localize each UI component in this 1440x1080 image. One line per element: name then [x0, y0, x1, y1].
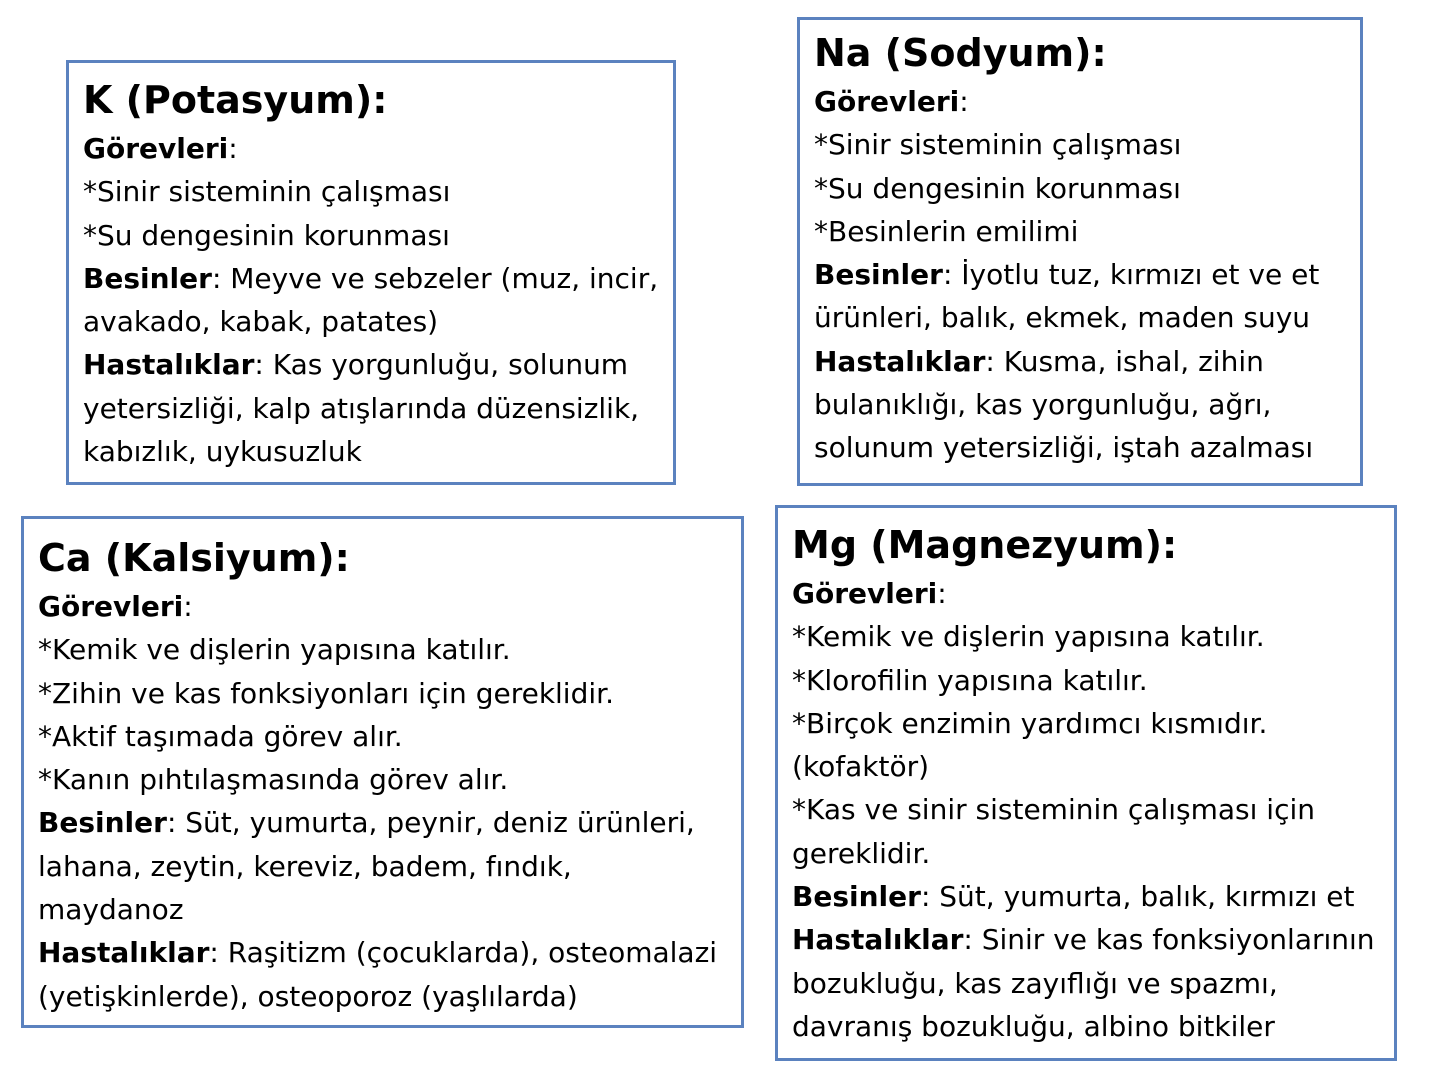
diseases-label: Hastalıklar — [814, 344, 986, 378]
calcium-diseases-cont: (yetişkinlerde), osteoporoz (yaşlılarda) — [38, 979, 578, 1013]
foods-label: Besinler — [814, 258, 943, 292]
duties-label: Görevleri — [814, 85, 960, 118]
magnesium-box — [775, 505, 1397, 1061]
potassium-diseases-cont: yetersizliği, kalp atışlarında düzensizlik, — [83, 391, 640, 425]
magnesium-foods-text: : Süt, yumurta, balık, kırmızı et — [920, 880, 1355, 914]
magnesium-diseases-cont: davranış bozukluğu, albino bitkiler — [792, 1009, 1275, 1043]
sodium-title: Na (Sodyum): — [814, 31, 1107, 75]
diseases-label: Hastalıklar — [792, 923, 964, 957]
magnesium-diseases-text: : Sinir ve kas fonksiyonlarının — [963, 923, 1375, 957]
calcium-duty: *Kemik ve dişlerin yapısına katılır. — [38, 633, 511, 667]
sodium-diseases-cont: solunum yetersizliği, iştah azalması — [814, 431, 1314, 465]
potassium-title: K (Potasyum): — [83, 78, 388, 122]
potassium-foods — [83, 257, 659, 300]
magnesium-duty: *Klorofilin yapısına katılır. — [792, 663, 1148, 697]
sodium-duties-heading: Görevleri: — [814, 85, 969, 118]
calcium-duty: *Aktif taşımada görev alır. — [38, 719, 403, 753]
magnesium-duty: *Kemik ve dişlerin yapısına katılır. — [792, 620, 1265, 654]
potassium-box — [66, 60, 676, 485]
potassium-foods-cont: avakado, kabak, patates) — [83, 305, 439, 339]
calcium-title: Ca (Kalsiyum): — [38, 536, 350, 580]
potassium-foods-text: : Meyve ve sebzeler (muz, incir, — [211, 261, 659, 295]
magnesium-diseases-cont: bozukluğu, kas zayıflığı ve spazmı, — [792, 966, 1278, 1000]
magnesium-title: Mg (Magnezyum): — [792, 523, 1178, 567]
sodium-duty: *Besinlerin emilimi — [814, 214, 1079, 248]
magnesium-duties-heading: Görevleri: — [792, 577, 947, 610]
sodium-diseases — [814, 340, 1346, 383]
diseases-label: Hastalıklar — [38, 936, 210, 970]
duties-label: Görevleri — [83, 132, 229, 165]
sodium-foods — [814, 253, 1346, 296]
foods-label: Besinler — [38, 806, 167, 840]
sodium-diseases-cont: bulanıklığı, kas yorgunluğu, ağrı, — [814, 388, 1272, 422]
sodium-foods-cont: ürünleri, balık, ekmek, maden suyu — [814, 301, 1311, 335]
calcium-foods-text: : Süt, yumurta, peynir, deniz ürünleri, — [166, 806, 695, 840]
calcium-foods-cont: lahana, zeytin, kereviz, badem, fındık, — [38, 849, 572, 883]
magnesium-duty: *Kas ve sinir sisteminin çalışması için — [792, 793, 1316, 827]
sodium-box — [797, 17, 1363, 486]
calcium-duty: *Kanın pıhtılaşmasında görev alır. — [38, 763, 509, 797]
sodium-duty: *Sinir sisteminin çalışması — [814, 128, 1182, 162]
sodium-foods-text: : İyotlu tuz, kırmızı et ve et — [942, 258, 1320, 292]
calcium-duty: *Zihin ve kas fonksiyonları için gereklidir. — [38, 676, 614, 710]
calcium-duties-heading: Görevleri: — [38, 590, 193, 623]
potassium-diseases-cont: kabızlık, uykusuzluk — [83, 435, 362, 469]
foods-label: Besinler — [83, 261, 212, 295]
calcium-box — [21, 516, 744, 1028]
sodium-duty: *Su dengesinin korunması — [814, 171, 1181, 205]
potassium-duty: *Sinir sisteminin çalışması — [83, 175, 451, 209]
magnesium-duty: *Birçok enzimin yardımcı kısmıdır. — [792, 706, 1268, 740]
foods-label: Besinler — [792, 880, 921, 914]
potassium-duties-heading: Görevleri: — [83, 132, 238, 165]
magnesium-duty: gereklidir. — [792, 836, 931, 870]
duties-label: Görevleri — [38, 590, 184, 623]
calcium-diseases-text: : Raşitizm (çocuklarda), osteomalazi — [209, 936, 718, 970]
potassium-diseases — [83, 343, 659, 386]
sodium-diseases-text: : Kusma, ishal, zihin — [985, 344, 1264, 378]
calcium-diseases — [38, 931, 727, 974]
magnesium-duty: (kofaktör) — [792, 750, 930, 784]
calcium-foods-cont: maydanoz — [38, 893, 184, 927]
magnesium-diseases — [792, 918, 1380, 961]
duties-label: Görevleri — [792, 577, 938, 610]
potassium-duty: *Su dengesinin korunması — [83, 218, 450, 252]
magnesium-foods — [792, 875, 1380, 918]
diseases-label: Hastalıklar — [83, 348, 255, 382]
potassium-diseases-text: : Kas yorgunluğu, solunum — [254, 348, 629, 382]
calcium-foods — [38, 801, 727, 844]
